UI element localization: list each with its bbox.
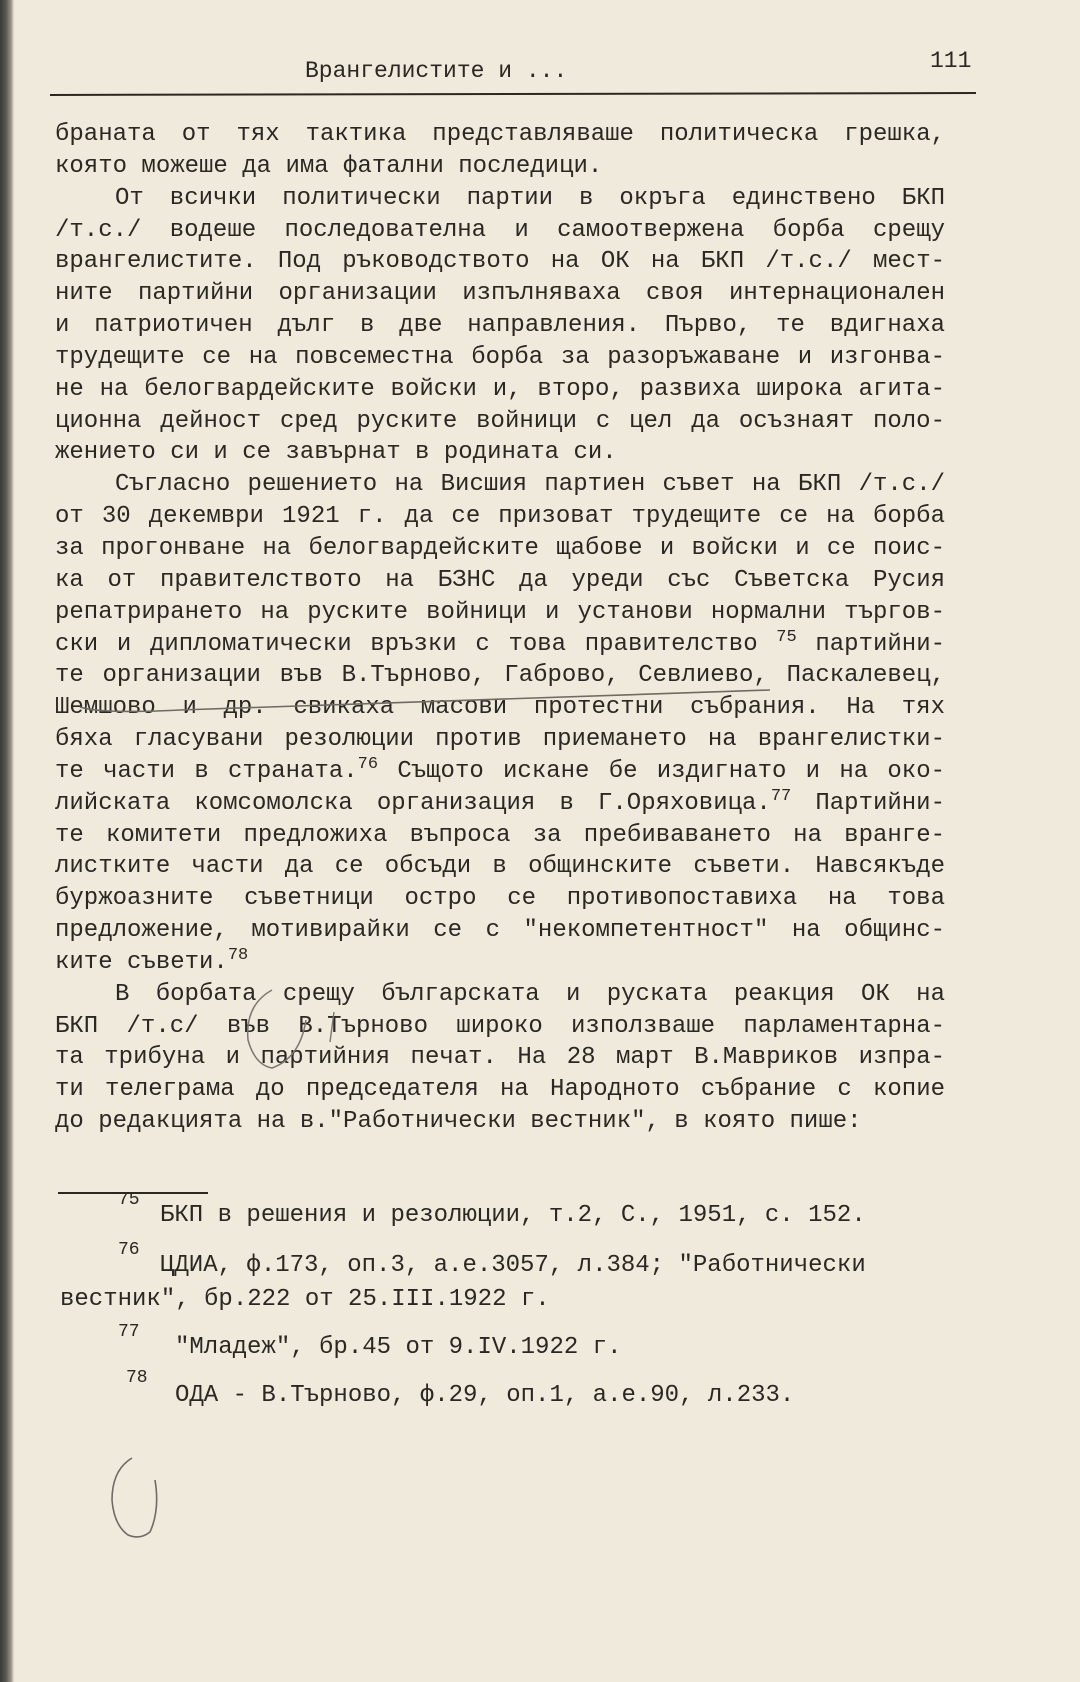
text-line xyxy=(55,1011,945,1043)
footnote-reference[interactable]: 75 xyxy=(776,628,797,647)
footnote-76-number: 76 xyxy=(118,1240,140,1260)
footnote-reference[interactable]: 76 xyxy=(357,755,379,774)
text-segment: от 30 декември 1921 г. да се призоват трудещите се на борба xyxy=(55,503,945,531)
text-segment: ните партийни организации изпълняваха своя интернационален xyxy=(55,280,945,308)
text-line xyxy=(55,310,945,342)
text-line xyxy=(55,469,945,501)
text-segment: лийската комсомолска организация в Г.Оряховица. xyxy=(55,789,771,817)
footnote-77-number: 77 xyxy=(118,1322,140,1342)
text-segment: която можеше да има фатални последици. xyxy=(55,152,603,180)
header-rule xyxy=(50,92,976,96)
text-segment: Съгласно решението на Висшия партиен съвет на БКП /т.с./ xyxy=(115,471,945,499)
text-line xyxy=(55,278,945,310)
footnote-reference[interactable]: 77 xyxy=(770,787,792,806)
text-line xyxy=(55,979,945,1011)
text-segment: Партийни- xyxy=(791,789,945,817)
text-line xyxy=(55,119,945,151)
text-line xyxy=(55,660,945,692)
text-line xyxy=(55,183,945,215)
text-line xyxy=(55,342,945,374)
text-segment: ски и дипломатически връзки с това правителство xyxy=(55,630,777,658)
text-line xyxy=(55,915,945,947)
text-line xyxy=(55,820,945,852)
text-segment: ка от правителството на БЗНС да уреди със Съветска Русия xyxy=(55,566,945,594)
footnote-75-number: 75 xyxy=(118,1190,140,1210)
footnote-78-text: ОДА - В.Търново, ф.29, оп.1, а.е.90, л.233. xyxy=(175,1382,795,1409)
text-line xyxy=(55,533,945,565)
text-segment: трудещите се на повсеместна борба за разоръжаване и изгонва- xyxy=(55,343,945,371)
text-line xyxy=(55,947,945,979)
text-segment: те комитети предложиха въпроса за пребиваването на вранге- xyxy=(55,821,945,849)
text-line xyxy=(55,1074,945,1106)
text-segment: до редакцията на в."Работнически вестник", в която пише: xyxy=(55,1108,862,1136)
text-line xyxy=(55,406,945,438)
text-segment: буржоазните съветници остро се противопоставиха на това xyxy=(55,885,945,913)
text-line xyxy=(55,565,945,597)
book-binding-edge xyxy=(0,0,14,1682)
pencil-circle-78-footnote xyxy=(112,1458,157,1537)
text-line xyxy=(55,724,945,756)
text-line xyxy=(55,1042,945,1074)
text-line xyxy=(55,788,945,820)
text-segment: /т.с./ водеше последователна и самоотвержена борба срещу xyxy=(55,216,945,244)
text-segment: БКП /т.с/ във В.Търново широко използваше парламентарна- xyxy=(55,1012,945,1040)
body-text xyxy=(55,119,945,1138)
text-line xyxy=(55,851,945,883)
footnote-78-number: 78 xyxy=(126,1368,148,1388)
text-segment: и патриотичен дълг в две направления. Първо, те вдигнаха xyxy=(55,312,945,340)
text-segment: врангелистите. Под ръководството на ОК на БКП /т.с./ мест- xyxy=(55,248,945,276)
text-segment: те части в страната. xyxy=(55,757,358,785)
text-segment: ти телеграма до председателя на Народното събрание с копие xyxy=(55,1076,945,1104)
text-segment: бяха гласувани резолюции против приемането на врангелистки- xyxy=(55,726,945,754)
footnote-76-continuation: вестник", бр.222 от 25.III.1922 г. xyxy=(60,1286,550,1313)
text-line xyxy=(55,215,945,247)
text-segment: предложение, мотивирайки се с "некомпетентност" на общинс- xyxy=(55,917,945,945)
text-segment: ционна дейност сред руските войници с цел да осъзнаят поло- xyxy=(55,407,945,435)
text-segment: партийни- xyxy=(796,630,945,658)
text-line xyxy=(55,756,945,788)
text-segment: От всички политически партии в окръга единствено БКП xyxy=(115,184,945,212)
text-segment: та трибуна и партийния печат. На 28 март В.Мавриков изпра- xyxy=(55,1044,945,1072)
text-segment: листките части да се обсъди в общинските съвети. Навсякъде xyxy=(55,853,945,881)
text-segment: Шемшово и др. свикаха масови протестни събрания. На тях xyxy=(55,694,945,722)
text-segment: репатрирането на руските войници и установи нормални търгов- xyxy=(55,598,945,626)
footnote-75-text: БКП в решения и резолюции, т.2, С., 1951, с. 152. xyxy=(160,1202,866,1229)
page-number: 111 xyxy=(930,48,972,74)
footnote-77-text: "Младеж", бр.45 от 9.IV.1922 г. xyxy=(175,1334,622,1361)
text-line xyxy=(55,437,945,469)
text-segment: Същото искане бе издигнато и на око- xyxy=(378,757,945,785)
text-segment: В борбата срещу българската и руската реакция ОК на xyxy=(115,980,945,1008)
footnote-reference[interactable]: 78 xyxy=(227,945,249,965)
text-line xyxy=(55,597,945,629)
text-segment: не на белогвардейските войски и, второ, развиха широка агита- xyxy=(55,375,945,403)
text-segment: те организации във В.Търново, Габрово, Севлиево, Паскалевец, xyxy=(55,662,945,690)
text-segment: ките съвети. xyxy=(55,948,228,976)
text-line xyxy=(55,883,945,915)
text-line xyxy=(55,629,945,661)
footnote-76-text: ЦДИА, ф.173, оп.3, а.е.3057, л.384; "Работнически xyxy=(160,1252,866,1279)
text-line xyxy=(55,151,945,183)
text-line xyxy=(55,374,945,406)
text-segment: за прогонване на белогвардейските щабове и войски и се поис- xyxy=(55,534,945,562)
running-header-title: Врангелистите и ... xyxy=(305,58,568,84)
text-segment: браната от тях тактика представляваше политическа грешка, xyxy=(55,121,945,148)
text-line xyxy=(55,692,945,724)
text-line xyxy=(55,1106,945,1138)
text-line xyxy=(55,501,945,533)
text-segment: жението си и се завърнат в родината си. xyxy=(55,439,617,467)
text-line xyxy=(55,246,945,278)
